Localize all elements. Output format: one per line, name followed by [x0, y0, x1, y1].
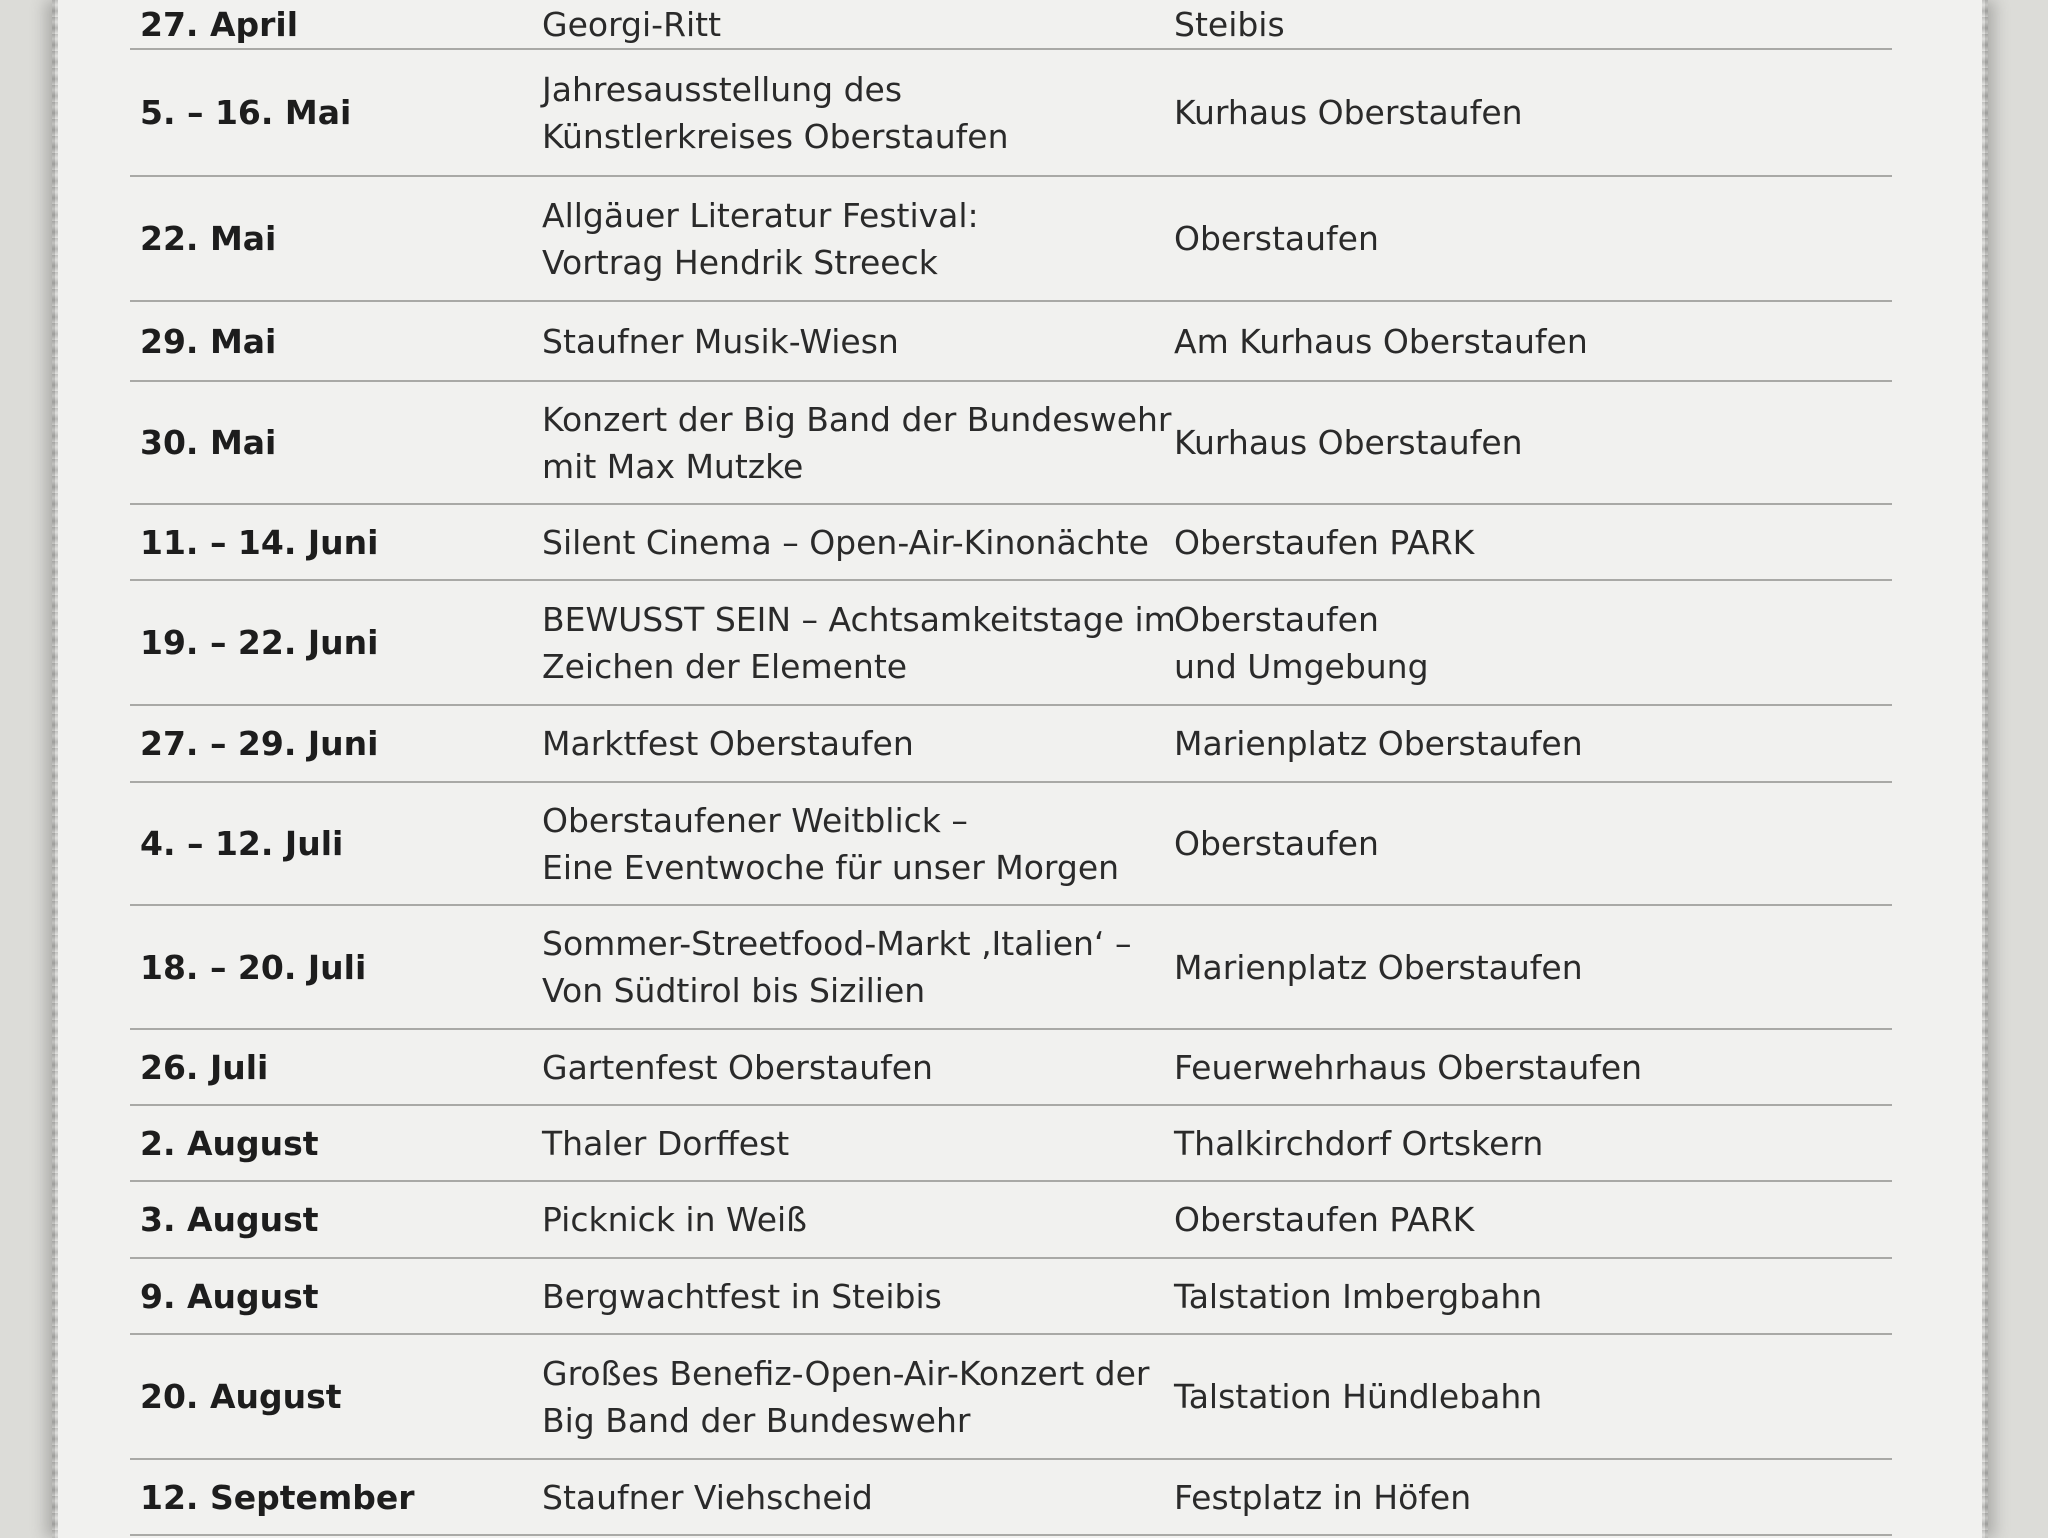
event-date: 27. – 29. Juni [140, 724, 379, 763]
table-row [130, 50, 1892, 177]
event-date: 22. Mai [140, 219, 277, 258]
event-location: Marienplatz Oberstaufen [1174, 724, 1583, 763]
event-date: 18. – 20. Juli [140, 947, 367, 987]
event-date: 19. – 22. Juni [140, 623, 379, 662]
event-title: Silent Cinema – Open-Air-Kinonächte [542, 522, 1149, 562]
event-location: Talstation Hündlebahn [1174, 1377, 1543, 1416]
event-date: 26. Juli [140, 1047, 269, 1087]
event-title: Thaler Dorffest [542, 1123, 790, 1163]
table-row [130, 1460, 1892, 1536]
event-title: Marktfest Oberstaufen [542, 724, 914, 763]
event-title: Jahresausstellung des Künstlerkreises Oberstaufen [542, 69, 1009, 156]
table-row [130, 0, 1892, 50]
table-row [130, 706, 1892, 783]
table-row [130, 177, 1892, 302]
table-row [130, 302, 1892, 382]
event-location: Steibis [1174, 4, 1285, 44]
table-row [130, 1259, 1892, 1335]
event-title: Georgi-Ritt [542, 4, 722, 44]
event-location: Feuerwehrhaus Oberstaufen [1174, 1047, 1643, 1087]
event-location: Oberstaufen und Umgebung [1174, 599, 1429, 686]
table-row [130, 906, 1892, 1030]
event-title: Bergwachtfest in Steibis [542, 1276, 942, 1316]
table-row [130, 1030, 1892, 1106]
event-location: Festplatz in Höfen [1174, 1477, 1472, 1517]
table-row [130, 581, 1892, 706]
table-row [130, 382, 1892, 505]
event-location: Thalkirchdorf Ortskern [1174, 1123, 1544, 1163]
event-title: Picknick in Weiß [542, 1200, 807, 1239]
event-location: Marienplatz Oberstaufen [1174, 947, 1583, 987]
event-date: 5. – 16. Mai [140, 93, 352, 132]
event-date: 30. Mai [140, 423, 277, 462]
event-date: 20. August [140, 1377, 342, 1416]
event-location: Oberstaufen [1174, 824, 1379, 863]
table-row [130, 505, 1892, 581]
event-location: Oberstaufen PARK [1174, 522, 1475, 562]
table-row [130, 1335, 1892, 1460]
event-location: Oberstaufen PARK [1174, 1200, 1475, 1239]
table-row [130, 1106, 1892, 1182]
event-date: 2. August [140, 1123, 319, 1163]
table-row [130, 1182, 1892, 1259]
table-row [130, 783, 1892, 906]
event-location: Am Kurhaus Oberstaufen [1174, 321, 1588, 361]
event-location: Oberstaufen [1174, 219, 1379, 258]
event-date: 12. September [140, 1477, 415, 1517]
event-location: Talstation Imbergbahn [1174, 1276, 1543, 1316]
event-title: Staufner Musik-Wiesn [542, 321, 899, 361]
event-title: Großes Benefiz-Open-Air-Konzert der Big Band der Bundeswehr [542, 1353, 1150, 1440]
event-date: 11. – 14. Juni [140, 522, 379, 562]
event-title: BEWUSST SEIN – Achtsamkeitstage im Zeichen der Elemente [542, 599, 1176, 686]
event-location: Kurhaus Oberstaufen [1174, 423, 1523, 462]
event-date: 9. August [140, 1276, 319, 1316]
event-title: Staufner Viehscheid [542, 1477, 873, 1517]
event-date: 27. April [140, 4, 299, 44]
event-title: Gartenfest Oberstaufen [542, 1047, 933, 1087]
event-title: Konzert der Big Band der Bundeswehr mit Max Mutzke [542, 399, 1172, 486]
event-date: 3. August [140, 1200, 319, 1239]
paper-sheet [55, 0, 1985, 1538]
event-title: Allgäuer Literatur Festival: Vortrag Hendrik Streeck [542, 195, 979, 282]
event-title: Oberstaufener Weitblick – Eine Eventwoche für unser Morgen [542, 800, 1120, 887]
event-date: 4. – 12. Juli [140, 824, 344, 863]
event-date: 29. Mai [140, 321, 277, 361]
event-location: Kurhaus Oberstaufen [1174, 93, 1523, 132]
event-title: Sommer-Streetfood-Markt ‚Italien‘ – Von Südtirol bis Sizilien [542, 924, 1132, 1010]
